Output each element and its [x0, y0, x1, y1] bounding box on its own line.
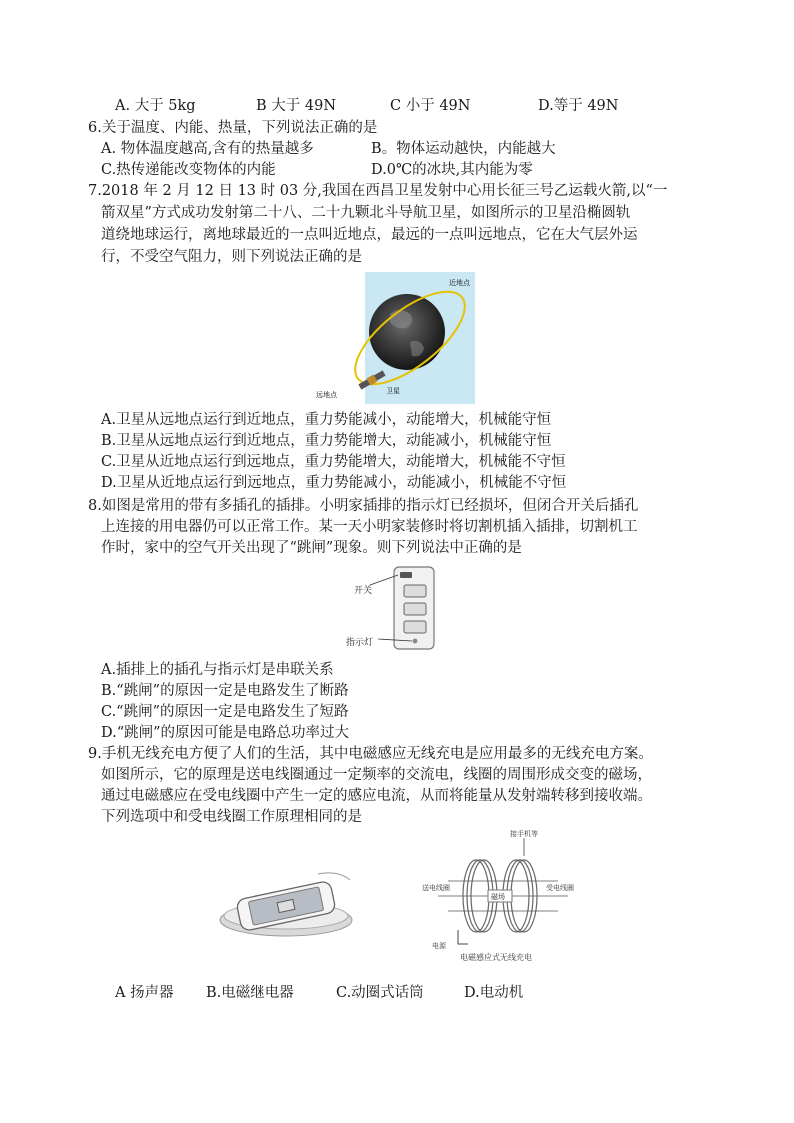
- top-label: 接手机等: [510, 830, 538, 838]
- indicator-label: 指示灯: [346, 638, 374, 648]
- q7-stem-line-4: 行，不受空气阻力，则下列说法正确的是: [101, 249, 362, 265]
- q5-option-c: C 小于 49N: [390, 98, 471, 114]
- field-label: 磁场: [491, 893, 505, 901]
- q8-option-d: D.“跳闸”的原因可能是电路总功率过大: [101, 725, 350, 741]
- q8-stem-line-2: 上连接的用电器仍可以正常工作。某一天小明家装修时将切割机插入插排，切割机工: [101, 519, 638, 535]
- q5-option-d: D.等于 49N: [538, 98, 619, 114]
- q9-stem-line-2: 如图所示，它的原理是送电线圈通过一定频率的交流电，线圈的周围形成交变的磁场，: [101, 767, 652, 783]
- source-label: 电源: [432, 942, 446, 950]
- q6-stem: 6.关于温度、内能、热量，下列说法正确的是: [88, 120, 378, 136]
- near-point-label: 近地点: [449, 279, 470, 287]
- q9-stem-line-3: 通过电磁感应在受电线圈中产生一定的感应电流，从而将能量从发射端转移到接收端。: [101, 788, 652, 804]
- coil-diagram-figure: [418, 826, 588, 964]
- q9-option-c: C.动圈式话筒: [336, 985, 424, 1001]
- q5-option-b: B 大于 49N: [256, 98, 337, 114]
- q8-option-c: C.“跳闸”的原因一定是电路发生了短路: [101, 704, 349, 720]
- q5-option-a: A. 大于 5kg: [115, 98, 196, 114]
- satellite-label: 卫星: [386, 387, 400, 395]
- q6-option-a: A. 物体温度越高,含有的热量越多: [101, 141, 314, 157]
- receive-coil-label: 受电线圈: [546, 884, 574, 892]
- q6-option-d: D.0℃的冰块,其内能为零: [371, 162, 533, 178]
- send-coil-label: 送电线圈: [422, 884, 450, 892]
- q7-stem-line-3: 道绕地球运行，离地球最近的一点叫近地点，最远的一点叫远地点，它在大气层外运: [101, 227, 638, 243]
- figure-caption: 电磁感应式无线充电: [460, 953, 532, 962]
- q8-option-a: A.插排上的插孔与指示灯是串联关系: [101, 662, 334, 678]
- q8-stem-line-1: 8.如图是常用的带有多插孔的插排。小明家插排的指示灯已经损坏，但闭合开关后插孔: [88, 498, 639, 514]
- q9-option-b: B.电磁继电器: [206, 985, 294, 1001]
- q7-option-d: D.卫星从近地点运行到远地点，重力势能减小，动能减小，机械能不守恒: [101, 475, 567, 491]
- q8-option-b: B.“跳闸”的原因一定是电路发生了断路: [101, 683, 349, 699]
- q9-option-a: A 扬声器: [115, 985, 174, 1001]
- wireless-charging-phone-figure: [218, 868, 353, 940]
- q6-option-b: B。物体运动越快，内能越大: [371, 141, 556, 157]
- q8-stem-line-3: 作时，家中的空气开关出现了“跳闸”现象。则下列说法中正确的是: [101, 540, 522, 556]
- q7-stem-line-2: 箭双星”方式成功发射第二十八、二十九颗北斗导航卫星，如图所示的卫星沿椭圆轨: [101, 205, 631, 221]
- power-strip-figure: [340, 563, 450, 655]
- q9-stem-line-1: 9.手机无线充电方便了人们的生活，其中电磁感应无线充电是应用最多的无线充电方案。: [88, 746, 653, 762]
- q7-option-b: B.卫星从远地点运行到近地点，重力势能增大，动能减小，机械能守恒: [101, 433, 552, 449]
- q7-option-a: A.卫星从远地点运行到近地点，重力势能减小，动能增大，机械能守恒: [101, 412, 552, 428]
- q7-stem-line-1: 7.2018 年 2 月 12 日 13 时 03 分,我国在西昌卫星发射中心用长征三号乙运载火箭,以“一: [88, 183, 668, 199]
- q9-option-d: D.电动机: [464, 985, 524, 1001]
- satellite-orbit-figure: [310, 272, 480, 404]
- switch-label: 开关: [354, 586, 373, 596]
- q9-stem-line-4: 下列选项中和受电线圈工作原理相同的是: [101, 809, 362, 825]
- q7-option-c: C.卫星从近地点运行到远地点，重力势能增大，动能增大，机械能不守恒: [101, 454, 566, 470]
- far-point-label: 远地点: [316, 391, 337, 399]
- q6-option-c: C.热传递能改变物体的内能: [101, 162, 276, 178]
